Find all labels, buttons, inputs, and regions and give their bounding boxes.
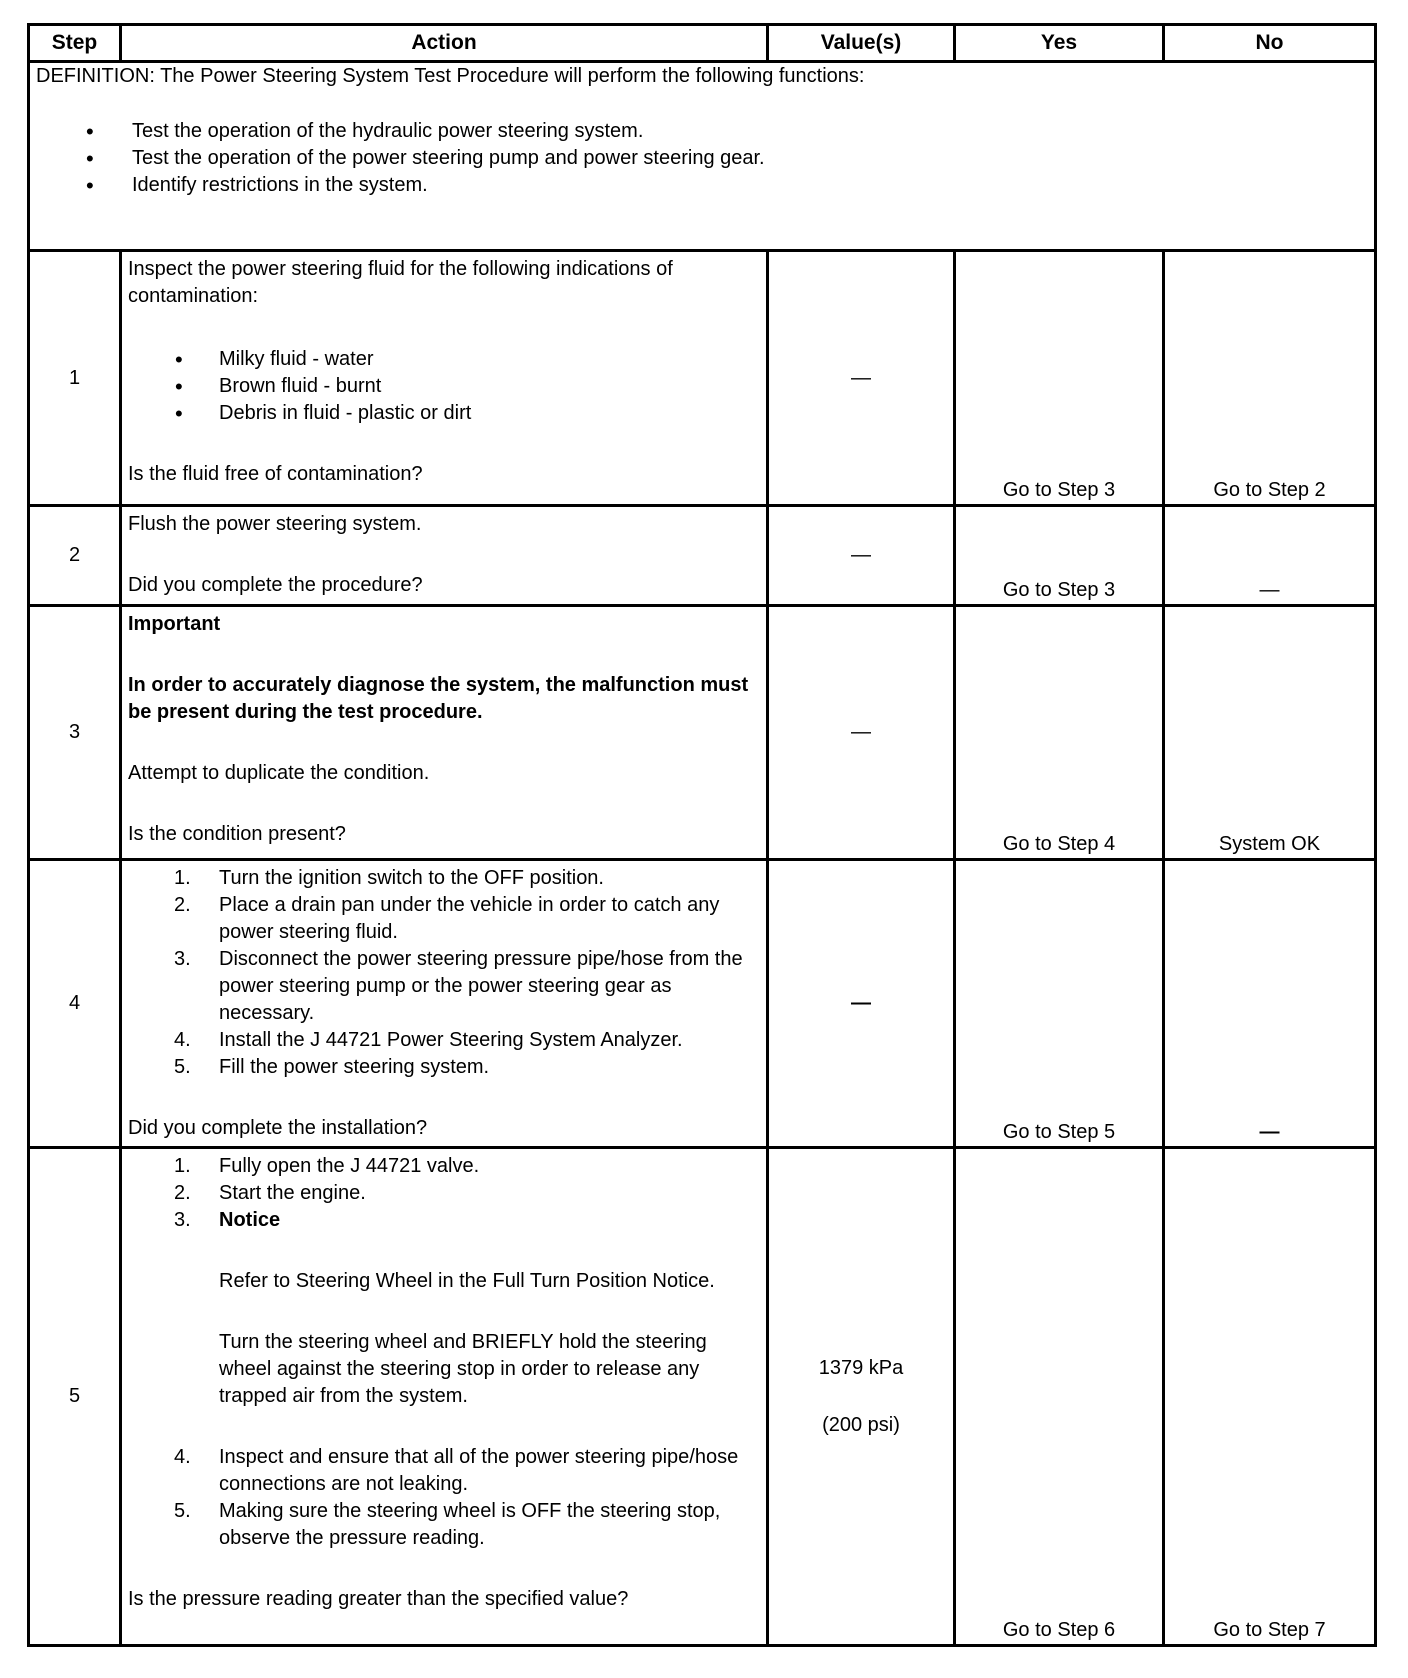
value-kpa: 1379 kPa — [818, 1356, 904, 1379]
action-question: Is the pressure reading greater than the specified value? — [128, 1588, 629, 1610]
definition-row — [29, 62, 1376, 251]
item-number: 1. — [174, 867, 191, 889]
header-yes: Yes — [955, 25, 1164, 62]
step-yes: Go to Step 3 — [955, 251, 1164, 506]
list-item: • Debris in fluid - plastic or dirt — [128, 400, 760, 427]
definition-bullet: • Test the operation of the hydraulic power steering system. — [36, 118, 1374, 145]
item-number: 2. — [174, 894, 191, 916]
action-question: Is the condition present? — [128, 823, 346, 845]
item-text: Making sure the steering wheel is OFF the steering stop, observe the pressure reading. — [219, 1500, 721, 1549]
header-no: No — [1164, 25, 1376, 62]
step-value: — — [768, 251, 955, 506]
list-item — [128, 1180, 760, 1207]
item-number: 4. — [174, 1446, 191, 1468]
step-value — [768, 1148, 955, 1646]
step-value: — — [768, 606, 955, 860]
action-question: Did you complete the procedure? — [128, 574, 423, 596]
list-item — [128, 1207, 760, 1444]
notice-label: Notice — [219, 1209, 281, 1231]
list-item — [128, 1054, 760, 1081]
item-text: Fill the power steering system. — [219, 1056, 490, 1078]
step-row-3 — [29, 606, 1376, 860]
header-row — [29, 25, 1376, 62]
item-number: 3. — [174, 1209, 191, 1231]
list-item — [128, 1444, 760, 1498]
list-item — [128, 1498, 760, 1552]
step-no: Go to Step 2 — [1164, 251, 1376, 506]
important-label: Important — [128, 613, 221, 635]
header-step: Step — [29, 25, 121, 62]
procedure-table — [27, 23, 1377, 1647]
step-action — [121, 606, 768, 860]
definition-bullet: • Identify restrictions in the system. — [36, 172, 1374, 199]
item-number: 5. — [174, 1056, 191, 1078]
list-item — [128, 1027, 760, 1054]
step-action — [121, 251, 768, 506]
notice-action: Turn the steering wheel and BRIEFLY hold the steering wheel against the steering stop in order to release any trapped air from the system. — [219, 1331, 707, 1407]
step-yes: Go to Step 5 — [955, 860, 1164, 1148]
item-text: Inspect and ensure that all of the power steering pipe/hose connections are not leaking. — [219, 1446, 739, 1495]
list-item — [128, 1153, 760, 1180]
step-number: 3 — [29, 606, 121, 860]
step-action — [121, 506, 768, 606]
step-action — [121, 1148, 768, 1646]
test-steps — [128, 1153, 760, 1552]
step-action — [121, 860, 768, 1148]
item-number: 3. — [174, 948, 191, 970]
step-no: Go to Step 7 — [1164, 1148, 1376, 1646]
definition-bullets — [36, 118, 1374, 199]
definition-cell — [29, 62, 1376, 251]
item-number: 5. — [174, 1500, 191, 1522]
item-text: Install the J 44721 Power Steering System Analyzer. — [219, 1029, 683, 1051]
item-number: 1. — [174, 1155, 191, 1177]
item-text: Start the engine. — [219, 1182, 366, 1204]
list-item: • Brown fluid - burnt — [128, 373, 760, 400]
step-row-5 — [29, 1148, 1376, 1646]
action-question: Did you complete the installation? — [128, 1117, 428, 1139]
step-no: System OK — [1164, 606, 1376, 860]
item-text: Place a drain pan under the vehicle in order to catch any power steering fluid. — [219, 894, 720, 943]
step-no: — — [1164, 506, 1376, 606]
step-row-4 — [29, 860, 1376, 1148]
list-item — [128, 946, 760, 1027]
list-item — [128, 892, 760, 946]
list-item: • Milky fluid - water — [128, 346, 760, 373]
header-values: Value(s) — [768, 25, 955, 62]
step-row-2 — [29, 506, 1376, 606]
step-number: 2 — [29, 506, 121, 606]
step-number: 1 — [29, 251, 121, 506]
step-yes: Go to Step 4 — [955, 606, 1164, 860]
step-yes: Go to Step 3 — [955, 506, 1164, 606]
item-text: Turn the ignition switch to the OFF position. — [219, 867, 604, 889]
list-item — [128, 865, 760, 892]
action-intro: Attempt to duplicate the condition. — [128, 762, 430, 784]
step-no: — — [1164, 860, 1376, 1148]
step-number: 5 — [29, 1148, 121, 1646]
notice-reference: Refer to Steering Wheel in the Full Turn Position Notice. — [219, 1270, 715, 1292]
value-psi: (200 psi) — [822, 1413, 900, 1436]
action-intro: Flush the power steering system. — [128, 513, 422, 535]
action-intro: Inspect the power steering fluid for the following indications of contamination: — [128, 258, 673, 307]
step-value: — — [768, 860, 955, 1148]
action-question: Is the fluid free of contamination? — [128, 463, 423, 485]
step-yes: Go to Step 6 — [955, 1148, 1164, 1646]
item-text: Fully open the J 44721 valve. — [219, 1155, 480, 1177]
item-number: 4. — [174, 1029, 191, 1051]
install-steps — [128, 865, 760, 1081]
important-text: In order to accurately diagnose the system, the malfunction must be present during the test procedure. — [128, 674, 749, 723]
contamination-list — [128, 346, 760, 427]
item-number: 2. — [174, 1182, 191, 1204]
definition-bullet: • Test the operation of the power steering pump and power steering gear. — [36, 145, 1374, 172]
step-value: — — [768, 506, 955, 606]
step-number: 4 — [29, 860, 121, 1148]
header-action: Action — [121, 25, 768, 62]
item-text: Disconnect the power steering pressure pipe/hose from the power steering pump or the power steering gear as necessary. — [219, 948, 743, 1024]
step-row-1 — [29, 251, 1376, 506]
definition-text: DEFINITION: The Power Steering System Test Procedure will perform the following functions: — [36, 65, 865, 87]
